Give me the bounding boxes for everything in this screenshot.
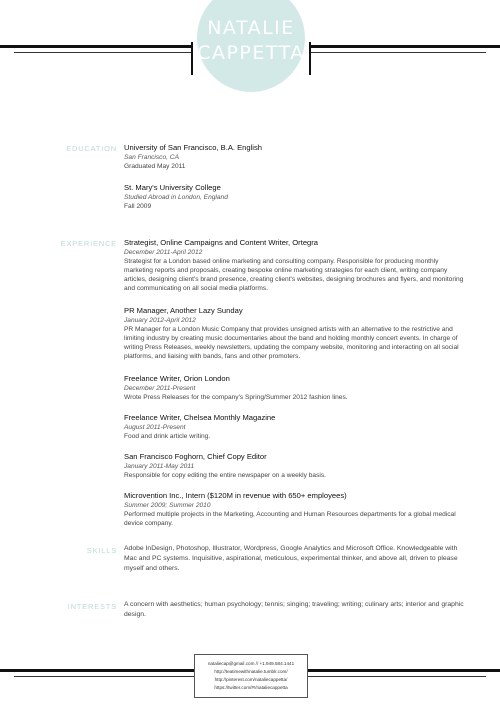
experience-label: EXPERIENCE <box>60 239 117 248</box>
footer-rule-right <box>306 669 500 672</box>
entry-detail: Fall 2009 <box>124 203 152 210</box>
interests-text: A concern with aesthetics; human psychology; tennis; singing; traveling; writing; culinary arts; interior and graphic design. <box>124 601 464 618</box>
skills-label: SKILLS <box>86 546 117 555</box>
education-entry <box>124 143 464 171</box>
experience-entry <box>124 374 464 402</box>
footer-rule-right-thin <box>306 676 486 677</box>
entry-dates: December 2011-Present <box>124 385 196 392</box>
name-block <box>197 18 305 64</box>
education-entry <box>124 183 464 211</box>
entry-title: Freelance Writer, Chelsea Monthly Magazine <box>124 413 276 422</box>
entry-description: Strategist for a London based online marketing and consulting company. Responsible for producing monthly marketing reports and proposals, creating bespoke online marketing strategies for each client, writing company articles, designing client's brand presence, creating client's websites, designing brochures and flyers, and monitoring and communicating on all social media platforms. <box>124 258 464 292</box>
footer-rule-left <box>0 669 194 672</box>
last-name: CAPPETTA <box>197 42 305 64</box>
contact-twitter-link[interactable]: https://twitter.com/#!/nataliecappetta <box>214 685 288 690</box>
entry-title: Strategist, Online Campaigns and Content Writer, Ortegra <box>124 238 319 247</box>
experience-entry <box>124 238 464 293</box>
education-label: EDUCATION <box>66 144 117 153</box>
entry-location: San Francisco, CA <box>124 154 179 161</box>
entry-description: Wrote Press Releases for the company's Spring/Summer 2012 fashion lines. <box>124 394 348 401</box>
experience-entry <box>124 413 464 441</box>
contact-tumblr-link[interactable]: http://teatimewithnatalie.tumblr.com/ <box>214 669 288 674</box>
entry-description: Responsible for copy editing the entire newspaper on a weekly basis. <box>124 472 326 479</box>
experience-entry <box>124 452 464 480</box>
experience-entry <box>124 306 464 361</box>
entry-title: Freelance Writer, Orion London <box>124 374 230 383</box>
entry-title: PR Manager, Another Lazy Sunday <box>124 306 243 315</box>
entry-title: St. Mary's University College <box>124 183 221 192</box>
entry-dates: Summer 2009; Summer 2010 <box>124 502 211 509</box>
entry-title: Microvention Inc., Intern ($120M in revenue with 650+ employees) <box>124 491 347 500</box>
entry-location: Studied Abroad in London, England <box>124 194 228 201</box>
entry-title: University of San Francisco, B.A. English <box>124 143 263 152</box>
skills-text: Adobe InDesign, Photoshop, Illustrator, Wordpress, Google Analytics and Microsoft Office. Knowledgeable with Mac and PC systems. Inquisitive, aspirational, meticulous, experimental thinker, and above all, driven to please myself and others. <box>124 545 458 572</box>
entry-title: San Francisco Foghorn, Chief Copy Editor <box>124 452 267 461</box>
education-section <box>124 143 464 221</box>
header-rule-right-thin <box>310 52 486 53</box>
first-name: NATALIE <box>207 17 295 39</box>
header-rule-left-thin <box>14 52 192 53</box>
entry-description: Food and drink article writing. <box>124 433 211 440</box>
contact-box <box>194 654 308 698</box>
interests-section <box>124 600 464 620</box>
entry-dates: January 2011-May 2011 <box>124 463 195 470</box>
entry-dates: August 2011-Present <box>124 424 186 431</box>
header-rule-right <box>310 45 500 48</box>
entry-description: PR Manager for a London Music Company that provides unsigned artists with an alternative to the restrictive and limiting industry by creating music documentaries about the band and holding monthly concert events. In charge of writing Press Releases, weekly newsletters, updating the company website, monitoring and interacting on all social platforms, and liaising with bands, fans and other promoters. <box>124 326 459 360</box>
entry-dates: December 2011-April 2012 <box>124 249 203 256</box>
interests-label: INTERESTS <box>67 602 117 611</box>
header-tick-right <box>309 42 311 75</box>
experience-section <box>124 238 464 538</box>
header-rule-left <box>0 45 192 48</box>
entry-detail: Graduated May 2011 <box>124 163 186 170</box>
entry-dates: January 2012-April 2012 <box>124 317 196 324</box>
entry-description: Performed multiple projects in the Marketing, Accounting and Human Resources departments for a global medical device company. <box>124 511 456 527</box>
contact-email-phone[interactable]: nataliecap@gmail.com // +1.949.584.1441 <box>207 661 295 666</box>
footer-rule-left-thin <box>14 676 194 677</box>
skills-section <box>124 544 464 574</box>
experience-entry <box>124 491 464 528</box>
contact-pinterest-link[interactable]: http://pinterest.com/nataliecappetta/ <box>214 677 288 682</box>
header-tick-left <box>191 42 193 75</box>
